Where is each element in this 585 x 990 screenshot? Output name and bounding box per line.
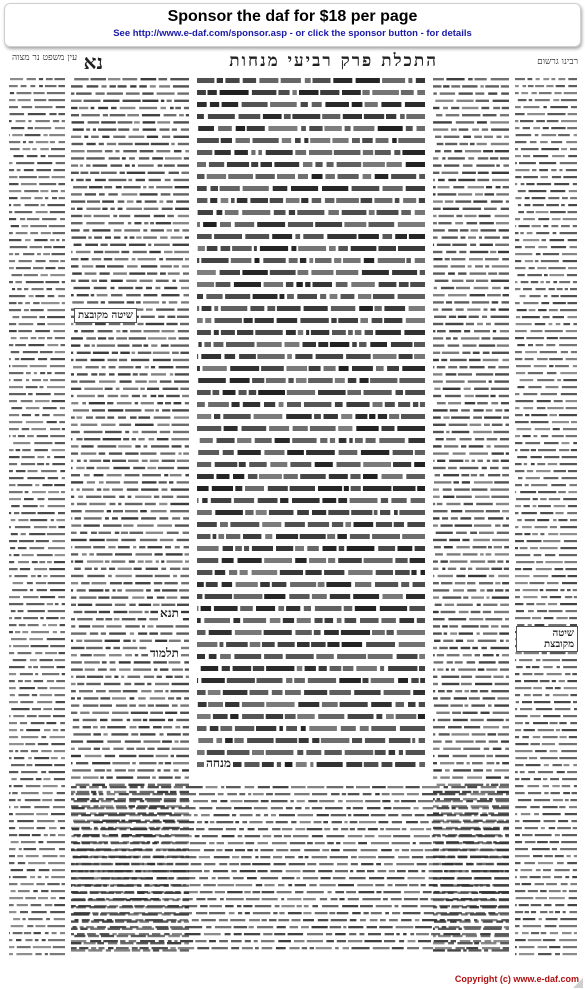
bottom-commentary (70, 784, 510, 956)
sponsor-title: Sponsor the daf for $18 per page (167, 8, 418, 25)
word-minchah: מנחה (206, 756, 232, 770)
bottom-commentary-lines (70, 784, 510, 956)
chapter-title: התכלת פרק רביעי מנחות (229, 51, 438, 71)
page-header (8, 50, 578, 72)
rabbeinu-gershom-column (514, 76, 578, 956)
talmud-page (8, 76, 578, 964)
page-curl-icon (573, 978, 583, 988)
shita-mekubetzet-right: שיטה מקובצת (516, 626, 578, 652)
gemara-column (196, 76, 426, 776)
copyright-notice[interactable]: Copyright (c) www.e-daf.com (454, 974, 579, 984)
shita-mekubetzet-left: שיטה מקובצת (74, 308, 137, 323)
ein-mishpat-lines (8, 76, 66, 956)
ein-mishpat-column (8, 76, 66, 956)
gemara-lines (196, 76, 426, 776)
rabbeinu-gershom-lines (514, 76, 578, 956)
ein-mishpat-label: עין משפט נר מצוה (12, 53, 78, 63)
word-talmud: תלמוד (150, 646, 179, 660)
folio-number: נא (83, 50, 103, 74)
sponsor-banner[interactable] (4, 3, 581, 47)
sponsor-subtitle[interactable]: See http://www.e-daf.com/sponsor.asp - or click the sponsor button - for details (113, 28, 472, 39)
running-title: רבינו גרשום (537, 57, 578, 67)
word-tana: תנא (160, 606, 179, 620)
